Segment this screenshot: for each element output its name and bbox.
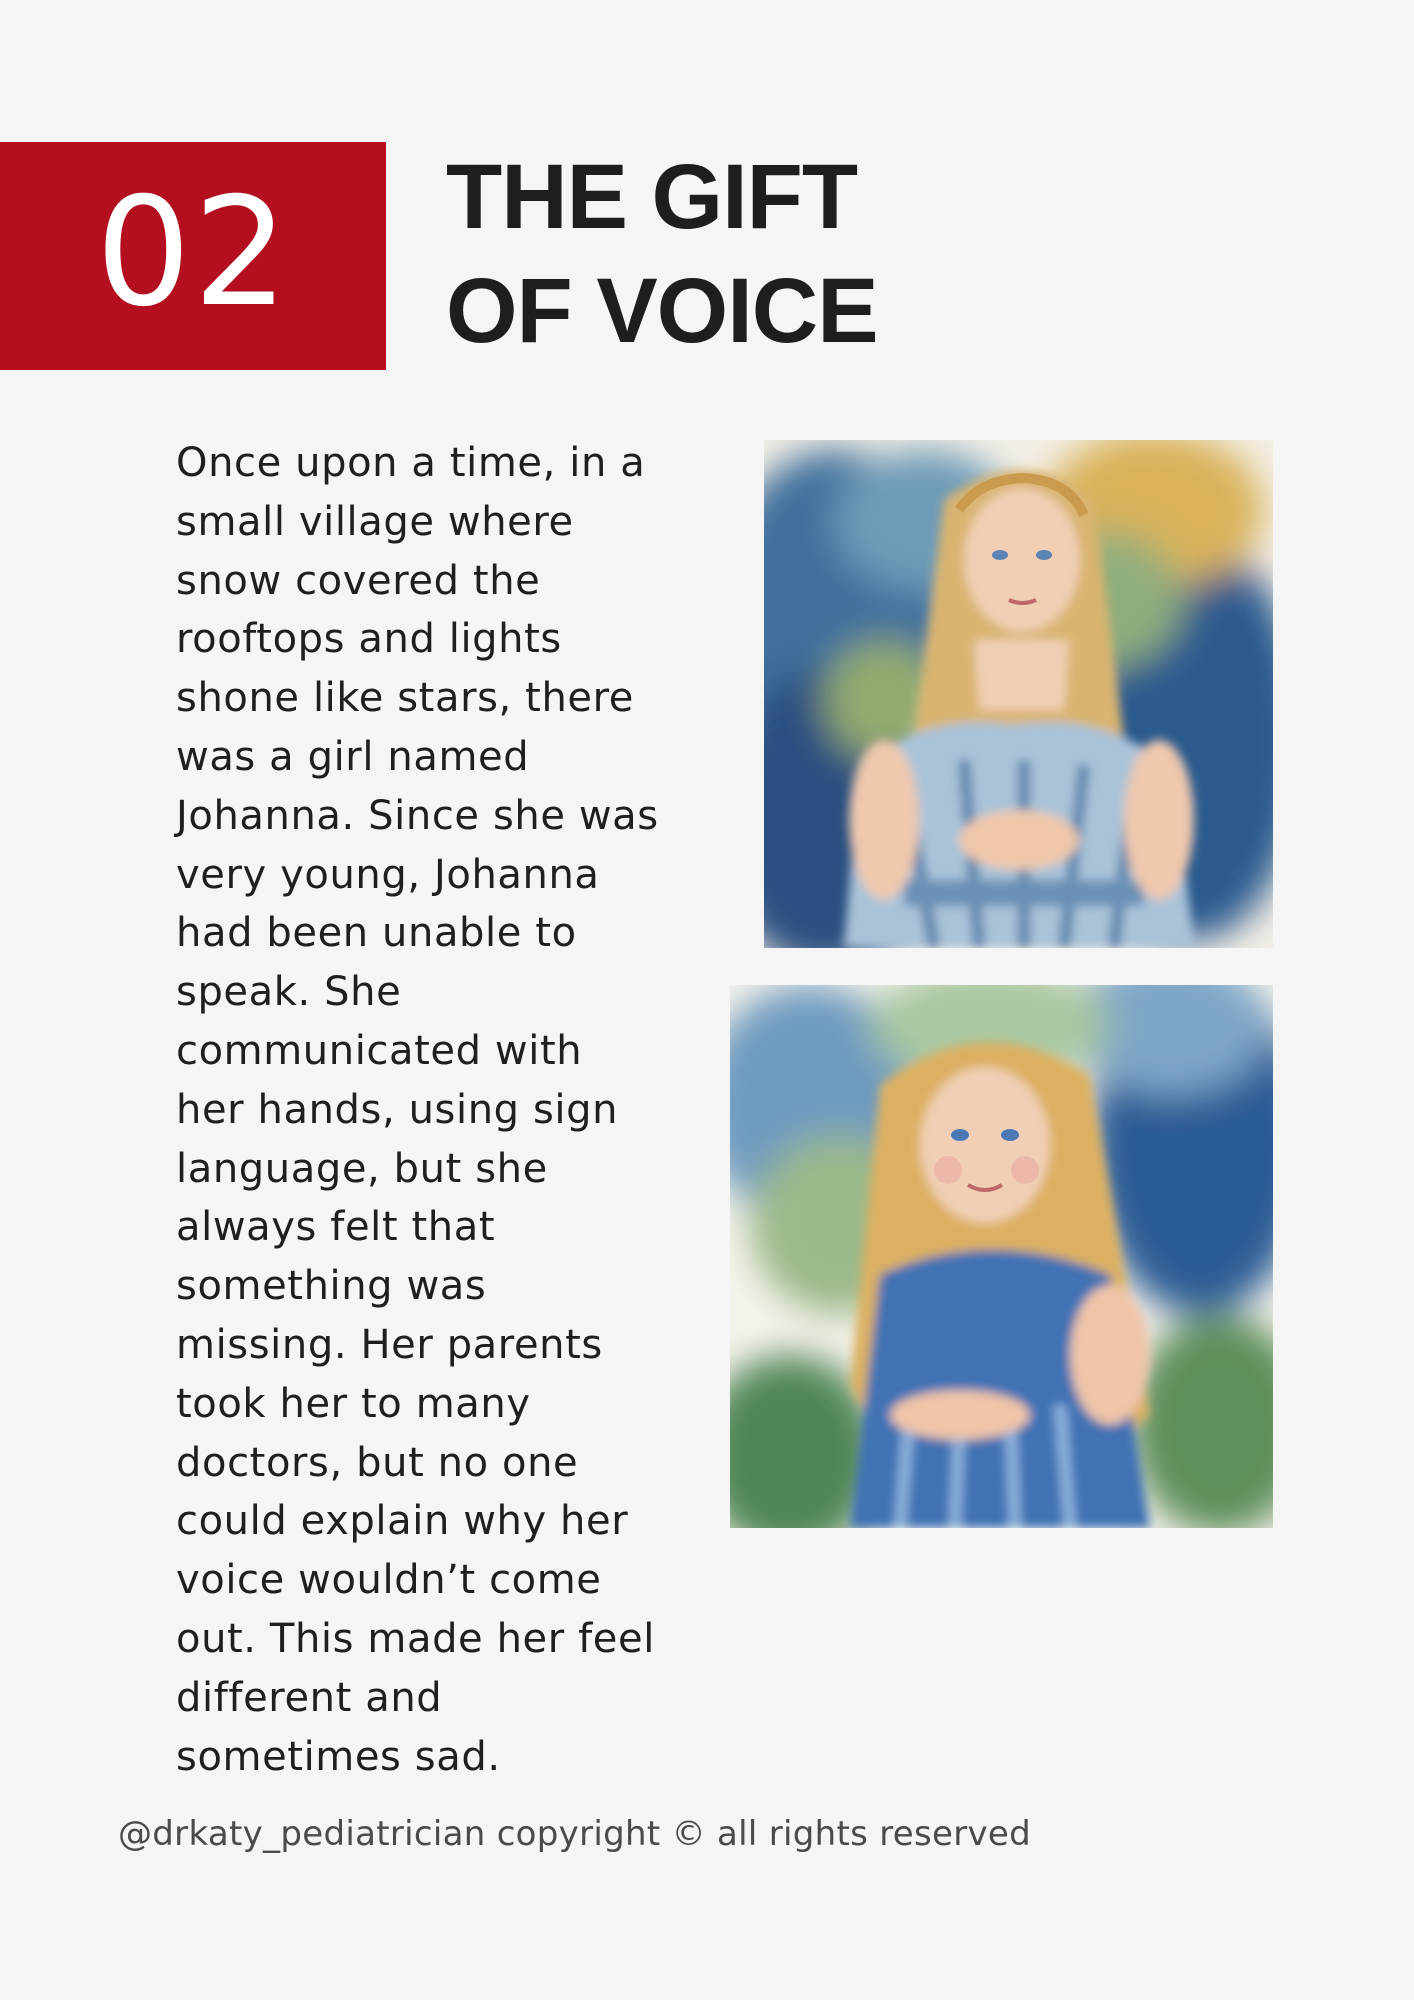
story-line: sometimes sad. [176,1733,501,1780]
story-paragraph [176,434,716,1786]
story-line: Johanna. Since she was [176,792,659,839]
story-line: could explain why her [176,1498,629,1545]
story-line: snow covered the [176,557,541,604]
chapter-title-line: OF VOICE [446,260,878,362]
story-line: doctors, but no one [176,1439,579,1486]
story-line: language, but she [176,1145,548,1192]
illustration-girl-smiling [730,985,1273,1528]
chapter-title [446,140,946,368]
story-line: rooftops and lights [176,616,562,663]
story-line: Once upon a time, in a [176,440,646,486]
story-line: her hands, using sign [176,1086,619,1133]
story-line: was a girl named [176,733,530,780]
copyright-footer: @drkaty_pediatrician copyright © all rights reserved [118,1814,1032,1854]
story-line: out. This made her feel [176,1615,655,1662]
chapter-title-line: THE GIFT [446,146,858,248]
story-line: small village where [176,498,574,545]
story-line: communicated with [176,1027,583,1074]
story-line: voice wouldn’t come [176,1557,602,1604]
illustration-girl-signing [764,440,1273,948]
story-line: speak. She [176,969,402,1016]
story-line: always felt that [176,1204,496,1251]
story-line: took her to many [176,1380,531,1427]
story-line: shone like stars, there [176,675,634,722]
watercolor-girl-signing-illustration [764,440,1273,948]
watercolor-girl-smiling-illustration [730,985,1273,1528]
story-line: something was [176,1263,487,1310]
chapter-number: 02 [95,166,291,340]
chapter-number-box [0,142,386,370]
story-line: different and [176,1674,443,1721]
story-line: had been unable to [176,910,577,957]
story-line: missing. Her parents [176,1321,603,1368]
story-line: very young, Johanna [176,851,600,898]
